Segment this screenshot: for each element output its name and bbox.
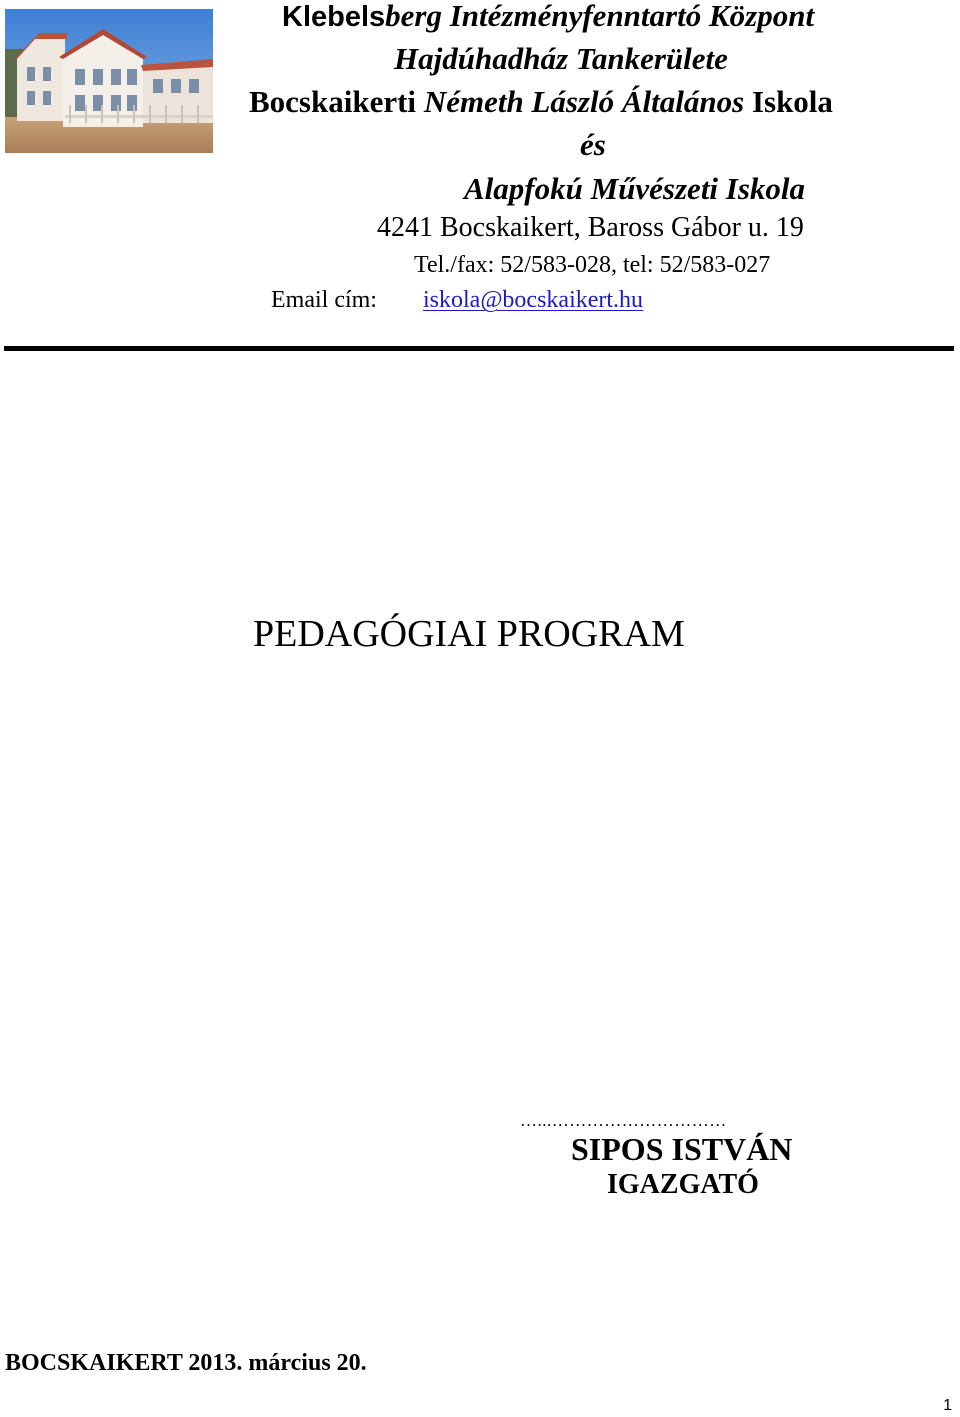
school-building-photo — [5, 9, 213, 153]
header-school-place: Bocskaikerti — [249, 84, 417, 119]
header-conjunction: és — [580, 127, 606, 162]
header-divider — [4, 346, 954, 351]
header-organization-line — [282, 0, 814, 35]
header-organization-prefix: Klebels — [282, 1, 386, 33]
place-and-date: BOCSKAIKERT 2013. március 20. — [5, 1350, 367, 1376]
signer-title: IGAZGATÓ — [607, 1169, 759, 1200]
header-email-row — [271, 286, 643, 314]
signature-line: …...………………………… — [520, 1111, 727, 1130]
header-school-name-line — [249, 84, 833, 120]
header-address: 4241 Bocskaikert, Baross Gábor u. 19 — [377, 212, 804, 243]
email-label: Email cím: — [271, 287, 377, 313]
document-title: PEDAGÓGIAI PROGRAM — [253, 613, 685, 655]
header-district-line: Hajdúhadház Tankerülete — [394, 41, 728, 76]
page-number: 1 — [943, 1397, 952, 1414]
header-art-school-line: Alapfokú Művészeti Iskola — [464, 171, 806, 206]
header-school-type: Iskola — [751, 84, 833, 119]
header-school-name: Németh László Általános — [423, 84, 745, 119]
signer-name: SIPOS ISTVÁN — [571, 1131, 793, 1167]
header-phone: Tel./fax: 52/583-028, tel: 52/583-027 — [414, 252, 771, 278]
email-link[interactable]: iskola@bocskaikert.hu — [423, 287, 644, 313]
header-organization-rest: berg Intézményfenntartó Központ — [385, 0, 815, 33]
